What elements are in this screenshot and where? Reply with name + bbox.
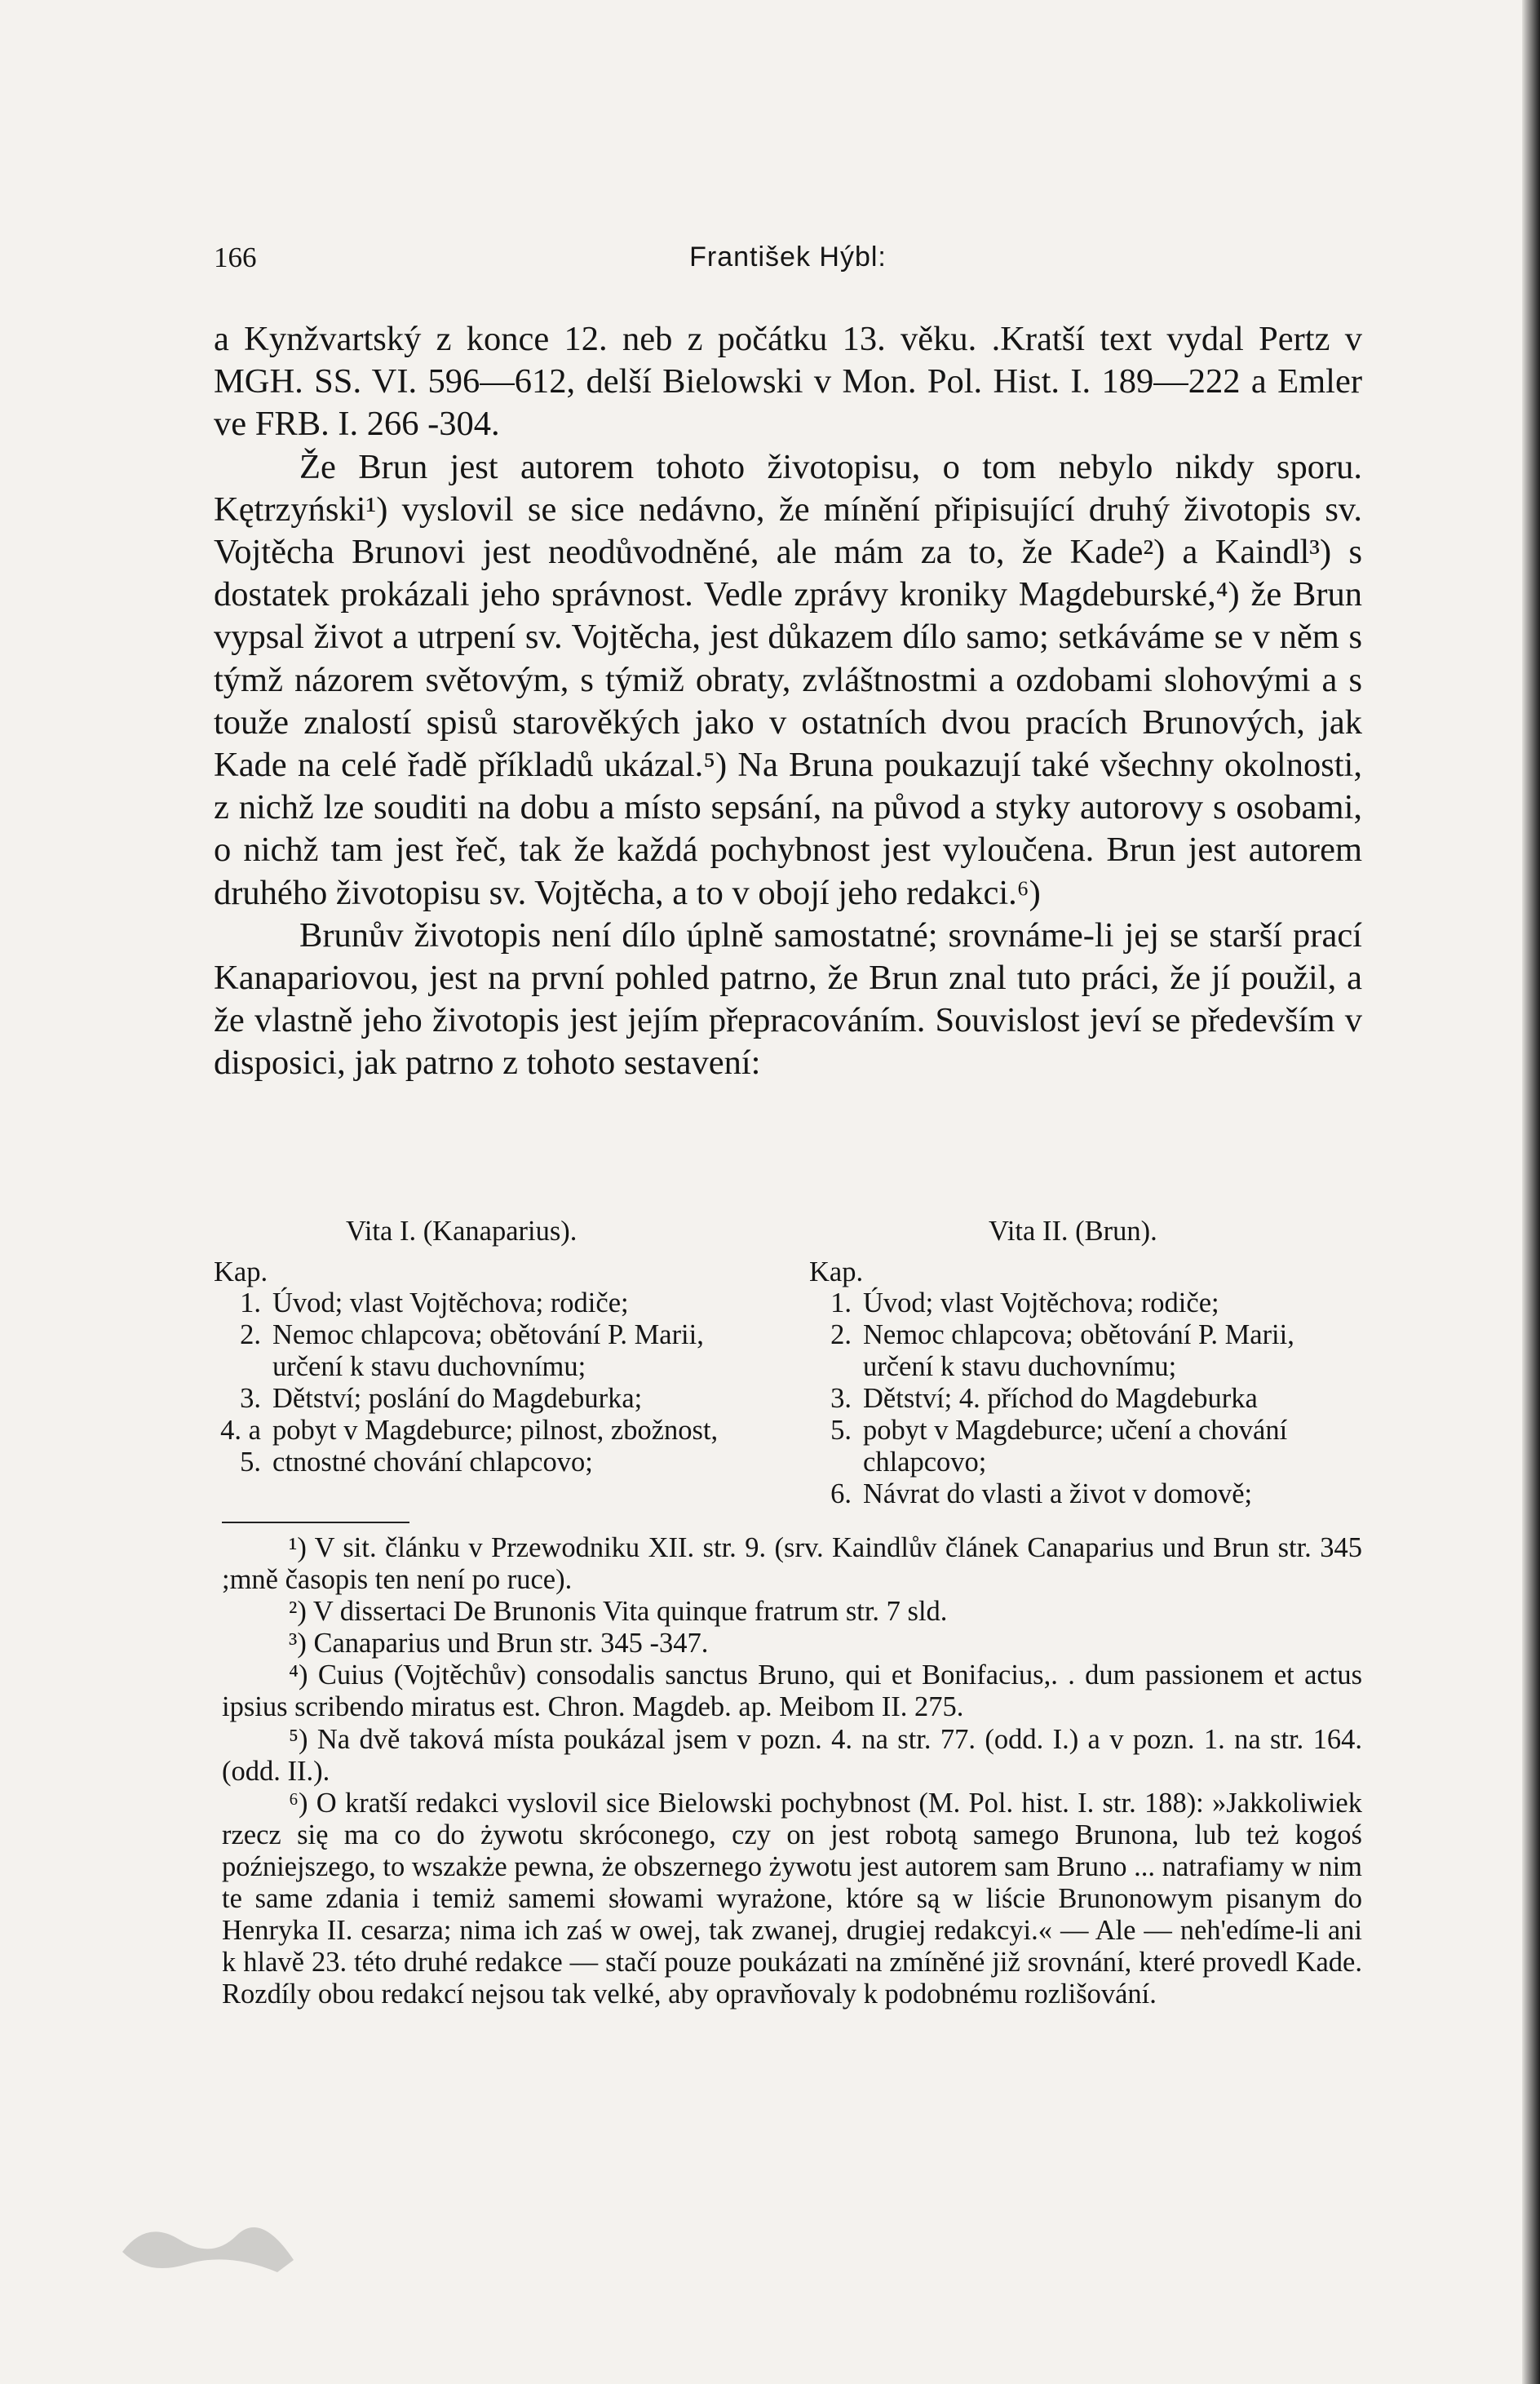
chapter-number: 5. (830, 1415, 852, 1446)
vita-2-title: Vita II. (Brun). (989, 1216, 1157, 1247)
footnote-2: ²) V dissertaci De Brunonis Vita quinque fratrum str. 7 sld. (289, 1596, 948, 1628)
chapter-row (809, 1287, 1364, 1319)
footnote-6: ⁶) O kratší redakci vyslovil sice Bielowski pochybnost (M. Pol. hist. I. str. 188): »Jakkoliwiek rzecz się ma co do żywotu skróconego, czy on jest robotą samego Brunona, lub też kogoś poźniejszego, to wszakże pewna, że obszernego żywotu jest autorem sam Bruno ... natrafiamy w nim te same zdania i temiż samemi słowami wyrażone, które są w liście Brunonowym pisanym do Henryka II. cesarza; nima ich zaś w owej, tak zwanej, drugiej redakcyi.« — Ale — neh'edíme-li ani k hlavě 23. této druhé redakce — stačí pouze poukázati na zmíněné již srovnání, které provedl Kade. Rozdíly obou redakcí nejsou tak velké, aby opravňovaly k podobnému rozlišování. (222, 1787, 1362, 2010)
running-title: František Hýbl: (689, 242, 887, 273)
chapter-row (809, 1319, 1364, 1383)
chapter-text: Návrat do vlasti a život v domově; (863, 1478, 1253, 1509)
chapter-text: Nemoc chlapcova; obětování P. Marii, určení k stavu duchovnímu; (863, 1319, 1294, 1382)
chapter-number: 3. (240, 1383, 261, 1414)
chapter-number: 2. (240, 1319, 261, 1350)
paragraph-3: Brunův životopis není dílo úplně samostatné; srovnáme-li jej se starší prací Kanapariovou, jest na první pohled patrno, že Brun znal tuto práci, že jí použil, a že vlastně jeho životopis jest jejím přepracováním. Souvislost jeví se především v disposici, jak patrno z tohoto sestavení: (214, 915, 1362, 1083)
chapter-number: 2. (830, 1319, 852, 1350)
chapter-number: 4. a 5. (220, 1415, 261, 1478)
chapter-row (214, 1287, 777, 1319)
footnote-5: ⁵) Na dvě taková místa poukázal jsem v pozn. 4. na str. 77. (odd. I.) a v pozn. 1. na str. 164. (odd. II.). (222, 1723, 1362, 1787)
chapter-number: 6. (830, 1478, 852, 1509)
chapter-number: 1. (830, 1287, 852, 1318)
chapter-text: Nemoc chlapcova; obětování P. Marii, určení k stavu duchovnímu; (272, 1319, 704, 1382)
chapter-row (214, 1383, 777, 1415)
footnote-1: ¹) V sit. článku v Przewodniku XII. str. 9. (srv. Kaindlův článek Canaparius und Brun str. 345 ;mně časopis ten není po ruce). (222, 1532, 1362, 1596)
chapter-row (809, 1415, 1364, 1478)
chapter-text: Úvod; vlast Vojtěchova; rodiče; (863, 1287, 1219, 1318)
chapter-row (214, 1319, 777, 1383)
chapter-text: Dětství; 4. příchod do Magdeburka (863, 1383, 1258, 1414)
kap-label: Kap. (214, 1256, 268, 1287)
chapter-text: pobyt v Magdeburce; učení a chování chlapcovo; (863, 1415, 1288, 1478)
vita-2-column (809, 1216, 1364, 1510)
chapter-row (214, 1415, 777, 1478)
footnote-divider (222, 1522, 409, 1523)
footnote-3: ³) Canaparius und Brun str. 345 -347. (289, 1628, 709, 1659)
chapter-text: Dětství; poslání do Magdeburka; (272, 1383, 643, 1414)
vita-1-title: Vita I. (Kanaparius). (346, 1216, 578, 1247)
paragraph-2: Že Brun jest autorem tohoto životopisu, o tom nebylo nikdy sporu. Kętrzyński¹) vyslovil se sice nedávno, že mínění připisující druhý životopis sv. Vojtěcha Brunovi jest neodůvodněné, ale mám za to, že Kade²) a Kaindl³) s dostatek prokázali jeho správnost. Vedle zprávy kroniky Magdeburské,⁴) že Brun vypsal život a utrpení sv. Vojtěcha, jest důkazem dílo samo; setkáváme se v něm s týmž názorem světovým, s týmiž obraty, zvláštnostmi a ozdobami slohovými a s touže znalostí spisů starověkých jako v ostatních dvou pracích Brunových, jak Kade na celé řadě příkladů ukázal.⁵) Na Bruna poukazují také všechny okolnosti, z nichž lze souditi na dobu a místo sepsání, na původ a styky autorovy s osobami, o nichž tam jest řeč, tak že každá pochybnost jest vyloučena. Brun jest autorem druhého životopisu sv. Vojtěcha, a to v obojí jeho redakci.⁶) (214, 447, 1362, 912)
chapter-row (809, 1383, 1364, 1415)
footnotes (222, 1532, 1362, 2010)
chapter-number: 3. (830, 1383, 852, 1414)
footnote-4: ⁴) Cuius (Vojtěchův) consodalis sanctus Bruno, qui et Bonifacius,. . dum passionem et actus ipsius scribendo miratus est. Chron. Magdeb. ap. Meibom II. 275. (222, 1659, 1362, 1723)
page-header (214, 242, 1362, 282)
chapter-text: Úvod; vlast Vojtěchova; rodiče; (272, 1287, 629, 1318)
chapter-number: 1. (240, 1287, 261, 1318)
page-number: 166 (214, 242, 257, 273)
scan-edge-shadow (1522, 0, 1540, 2384)
kap-label: Kap. (809, 1256, 864, 1287)
vita-1-column (214, 1216, 777, 1478)
paragraph-1: a Kynžvartský z konce 12. neb z počátku 13. věku. .Kratší text vydal Pertz v MGH. SS. VI. 596—612, delší Bielowski v Mon. Pol. Hist. I. 189—222 a Emler ve FRB. I. 266 -304. (214, 320, 1362, 444)
ink-stain (114, 2203, 302, 2276)
chapter-row (809, 1478, 1364, 1510)
chapter-text: pobyt v Magdeburce; pilnost, zbožnost, ctnostné chování chlapcovo; (272, 1415, 719, 1478)
main-text (214, 318, 1362, 1085)
